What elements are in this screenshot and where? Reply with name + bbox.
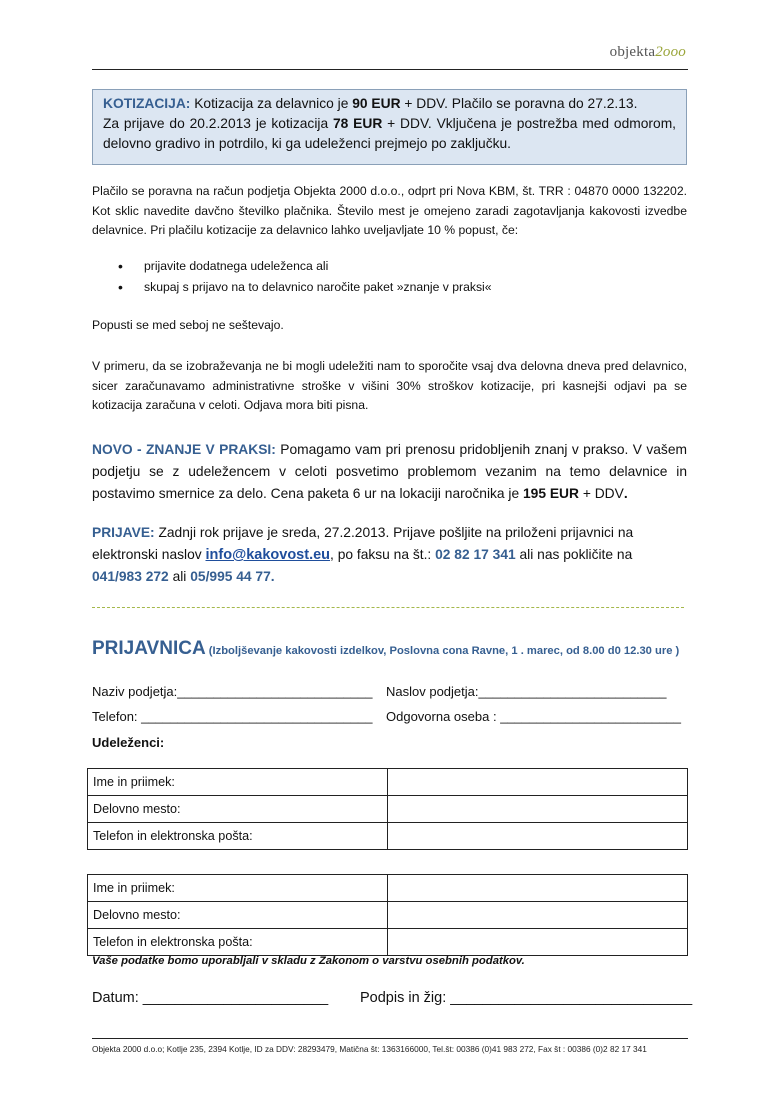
- table-row: [88, 769, 688, 796]
- kotizacija-text-4: + DDV. Vključena je postrežba med odmorom, delovno gradivo in potrdilo, ki ga udeleženci prejmejo po zaključku.: [103, 116, 677, 151]
- payment-paragraph: Plačilo se poravna na račun podjetja Objekta 2000 d.o.o., odprt pri Nova KBM, št. TRR : 04870 0000 132202. Kot sklic navedite davčno številko plačnika. Število mest je omejeno zaradi zagotavljanja kakovosti izvedbe delavnice. Pri plačilu kotizacije za delavnico lahko uveljavljate 10 % popust, če:: [92, 184, 687, 237]
- participants-heading: Udeleženci:: [92, 735, 165, 750]
- prijave-text-2: , po faksu na št.:: [330, 547, 436, 562]
- contact-input-cell[interactable]: [388, 929, 688, 956]
- name-label: Ime in priimek:: [88, 875, 388, 902]
- contact-label: Telefon in elektronska pošta:: [88, 929, 388, 956]
- kotizacija-label: KOTIZACIJA:: [103, 96, 191, 111]
- date-field[interactable]: Datum: _______________________: [92, 990, 329, 1006]
- privacy-notice: Vaše podatke bomo uporabljali v skladu z Zakonom o varstvu osebnih podatkov.: [92, 955, 525, 967]
- company-address-field[interactable]: Naslov podjetja:__________________________: [386, 684, 667, 699]
- novo-text: Pomagamo vam pri prenosu pridobljenih znanj v prakso. V vašem podjetju se z udeležencem v celoti posvetimo problemom vezanim na temo delavnice in postavimo smernice za delo. Cena paketa 6 ur na lokaciji naročnika je: [92, 442, 687, 501]
- position-label: Delovno mesto:: [88, 902, 388, 929]
- company-fields-row: [92, 684, 667, 699]
- novo-paragraph: [92, 439, 687, 505]
- table-row: [88, 823, 688, 850]
- contact-fields-row: [92, 709, 681, 724]
- header-rule: [92, 69, 688, 70]
- prijave-text-4: ali: [168, 569, 191, 584]
- dashed-separator: [92, 607, 684, 608]
- participant-table-1: [87, 768, 688, 850]
- kotizacija-box: [92, 89, 687, 165]
- kotizacija-line-1: [103, 94, 676, 114]
- prijavnica-title: [92, 638, 679, 660]
- discount-list: [118, 256, 492, 298]
- contact-input-cell[interactable]: [388, 823, 688, 850]
- kotizacija-price-2: 78 EUR: [332, 116, 383, 131]
- phone-number-1: 041/983 272: [92, 569, 169, 584]
- novo-text-2: + DDV: [578, 486, 624, 501]
- contact-label: Telefon in elektronska pošta:: [88, 823, 388, 850]
- logo-main: objekta: [609, 44, 656, 60]
- phone-field[interactable]: Telefon: ________________________________: [92, 709, 373, 724]
- signature-field[interactable]: Podpis in žig: ______________________________: [360, 990, 693, 1006]
- position-label: Delovno mesto:: [88, 796, 388, 823]
- novo-price: 195 EUR: [523, 486, 579, 501]
- kotizacija-line-2: [103, 114, 676, 154]
- prijave-paragraph: [92, 522, 687, 588]
- name-input-cell[interactable]: [388, 875, 688, 902]
- table-row: [88, 929, 688, 956]
- email-link[interactable]: info@kakovost.eu: [205, 547, 331, 563]
- discount-note: Popusti se med seboj ne seštevajo.: [92, 318, 284, 332]
- position-input-cell[interactable]: [388, 902, 688, 929]
- table-row: [88, 902, 688, 929]
- fax-number: 02 82 17 341: [435, 547, 516, 562]
- prijave-label: PRIJAVE:: [92, 525, 155, 540]
- company-name-field[interactable]: Naziv podjetja:___________________________: [92, 684, 373, 699]
- list-item: • skupaj s prijavo na to delavnico naročite paket »znanje v praksi«: [118, 277, 492, 298]
- list-item: • prijavite dodatnega udeleženca ali: [118, 256, 492, 277]
- prijave-text-3: ali nas pokličite na: [515, 547, 633, 562]
- signature-row: [92, 990, 693, 1006]
- kotizacija-price-1: 90 EUR: [352, 96, 401, 111]
- participant-table-2: [87, 874, 688, 956]
- kotizacija-text-3: Za prijave do 20.2.2013 je kotizacija: [103, 116, 333, 131]
- prijavnica-heading: PRIJAVNICA: [92, 638, 206, 659]
- phone-number-2: 05/995 44 77.: [190, 569, 275, 584]
- kotizacija-text-2: + DDV. Plačilo se poravna do 27.2.13.: [400, 96, 638, 111]
- table-row: [88, 875, 688, 902]
- novo-label: NOVO - ZNANJE V PRAKSI:: [92, 442, 276, 457]
- prijavnica-subtitle: (Izboljševanje kakovosti izdelkov, Poslovna cona Ravne, 1 . marec, od 8.00 d0 12.30 ure ): [205, 645, 680, 657]
- footer-rule: [92, 1038, 688, 1039]
- novo-dot: .: [623, 486, 628, 501]
- company-logo: [610, 44, 686, 61]
- cancellation-paragraph: V primeru, da se izobraževanja ne bi mogli udeležiti nam to sporočite vsaj dva delovna dneva pred delavnico, sicer zaračunavamo administrativne stroške v višini 30% stroškov kotizacije, pri kasnejši odjavi pa se kotizacija zaračuna v celoti. Odjava mora biti pisna.: [92, 359, 687, 412]
- kotizacija-text-1: Kotizacija za delavnico je: [190, 96, 353, 111]
- logo-year: 2ooo: [655, 44, 686, 60]
- name-input-cell[interactable]: [388, 769, 688, 796]
- position-input-cell[interactable]: [388, 796, 688, 823]
- responsible-person-field[interactable]: Odgovorna oseba : _________________________: [386, 709, 681, 724]
- prijave-text-1: Zadnji rok prijave je sreda, 27.2.2013. Prijave pošljite na priloženi prijavnici na elektronski naslov: [92, 525, 634, 562]
- footer-text: Objekta 2000 d.o.o; Kotlje 235, 2394 Kotlje, ID za DDV: 28293479, Matična št: 1363166000, Tel.št: 00386 (0)41 983 272, Fax št : 00386 (0)2 82 17 341: [92, 1044, 647, 1054]
- name-label: Ime in priimek:: [88, 769, 388, 796]
- table-row: [88, 796, 688, 823]
